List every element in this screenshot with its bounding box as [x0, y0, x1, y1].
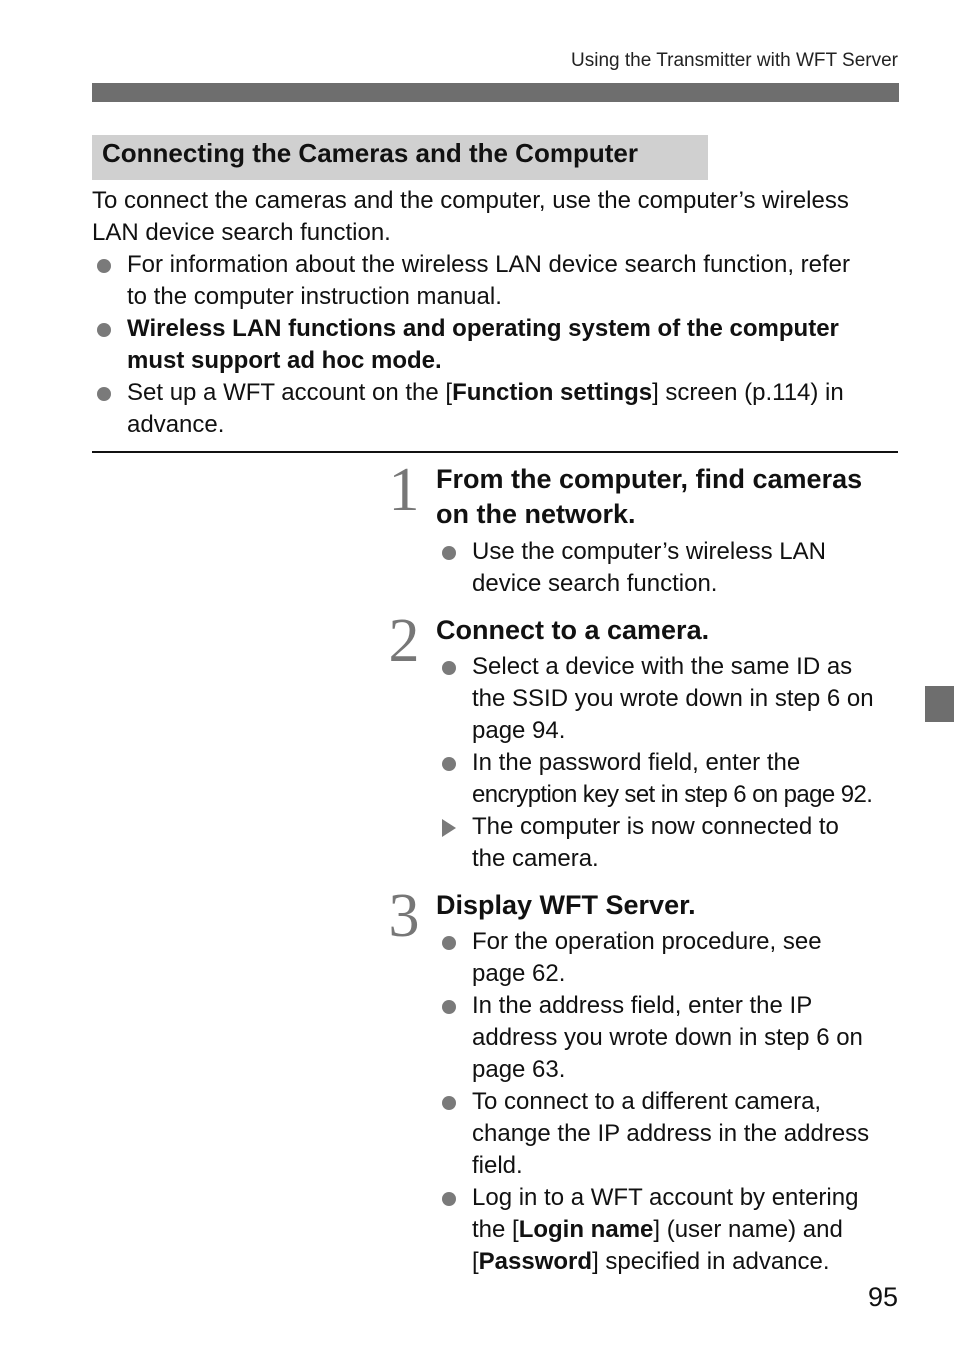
step-bullet — [437, 1086, 907, 1182]
step-bullet — [437, 926, 907, 990]
step-title-line: on the network. — [436, 499, 636, 529]
bullet-line: change the IP address in the address — [472, 1120, 870, 1147]
intro-line: LAN device search function. — [92, 219, 391, 246]
step-result — [437, 811, 907, 875]
chapter-side-tab — [925, 686, 954, 722]
bullet-line: the camera. — [472, 845, 599, 872]
bullet-line: page 62. — [472, 960, 566, 987]
step-title-3: Display WFT Server. — [436, 890, 696, 920]
bullet-dot-icon — [442, 1096, 456, 1110]
bullet-line: must support ad hoc mode. — [127, 347, 442, 374]
bullet-dot-icon — [442, 661, 456, 675]
step-title-1 — [436, 462, 906, 532]
page-number: 95 — [867, 1282, 898, 1312]
intro-line: To connect the cameras and the computer, use the computer’s wireless — [92, 187, 849, 214]
bullet-line: Use the computer’s wireless LAN — [472, 538, 826, 565]
bullet-dot-icon — [442, 546, 456, 560]
step-body-2 — [437, 651, 907, 875]
menu-name-login-name: Login name — [518, 1216, 654, 1243]
menu-name-password: Password — [478, 1248, 593, 1275]
bullet-dot-icon — [97, 259, 111, 273]
bullet-dot-icon — [442, 757, 456, 771]
bullet-line: Wireless LAN functions and operating system of the computer — [127, 315, 839, 342]
bullet-line: page 63. — [472, 1056, 566, 1083]
bullet-line: To connect to a different camera, — [472, 1088, 822, 1115]
section-heading-text: Connecting the Cameras and the Computer — [102, 138, 638, 168]
bullet-line: page 94. — [472, 717, 566, 744]
intro-bullet-list — [92, 249, 902, 441]
bullet-dot-icon — [442, 1192, 456, 1206]
section-divider — [92, 451, 898, 453]
bullet-dot-icon — [97, 387, 111, 401]
bullet-line: In the password field, enter the — [472, 749, 801, 776]
bullet-line: Select a device with the same ID as — [472, 653, 853, 680]
bullet-text: ] (user name) and — [653, 1216, 843, 1243]
header-bar — [92, 83, 899, 102]
bullet-text: Set up a WFT account on the [ — [127, 379, 453, 406]
step-bullet — [437, 747, 907, 811]
bullet-text: ] screen (p.114) in — [652, 379, 844, 406]
menu-name-function-settings: Function settings — [452, 379, 653, 406]
step-bullet — [437, 1182, 907, 1278]
intro-paragraph — [92, 185, 902, 249]
bullet-text: the [ — [472, 1216, 519, 1243]
bullet-line: For information about the wireless LAN device search function, refer — [127, 251, 851, 278]
bullet-text: ] specified in advance. — [592, 1248, 830, 1275]
bullet-line: The computer is now connected to — [472, 813, 839, 840]
bullet-line: Log in to a WFT account by entering — [472, 1184, 859, 1211]
bullet-line: the SSID you wrote down in step 6 on — [472, 685, 874, 712]
bullet-line: In the address field, enter the IP — [472, 992, 813, 1019]
bullet-line: encryption key set in step 6 on page 92. — [472, 781, 873, 808]
step-title-2: Connect to a camera. — [436, 615, 710, 645]
step-body-3 — [437, 926, 907, 1278]
result-arrow-icon — [442, 819, 456, 837]
bullet-line: address you wrote down in step 6 on — [472, 1024, 863, 1051]
intro-bullet — [92, 377, 902, 441]
bullet-dot-icon — [97, 323, 111, 337]
bullet-dot-icon — [442, 1000, 456, 1014]
step-bullet — [437, 651, 907, 747]
bullet-line — [472, 1246, 907, 1278]
step-bullet — [437, 990, 907, 1086]
intro-bullet-important — [92, 313, 902, 377]
running-header: Using the Transmitter with WFT Server — [571, 50, 898, 71]
bullet-line — [472, 1214, 907, 1246]
step-bullet — [437, 536, 907, 600]
bullet-line: For the operation procedure, see — [472, 928, 822, 955]
step-number-2: 2 — [388, 607, 420, 675]
section-heading — [92, 135, 708, 180]
bullet-line: advance. — [127, 411, 225, 438]
bullet-dot-icon — [442, 936, 456, 950]
bullet-line: field. — [472, 1152, 523, 1179]
step-number-1: 1 — [388, 456, 420, 524]
step-number-3: 3 — [388, 882, 420, 950]
step-body-1 — [437, 536, 907, 600]
bullet-text: [ — [472, 1248, 479, 1275]
bullet-line — [127, 377, 902, 409]
bullet-line: device search function. — [472, 570, 718, 597]
step-title-line: From the computer, find cameras — [436, 464, 863, 494]
bullet-line: to the computer instruction manual. — [127, 283, 502, 310]
intro-bullet — [92, 249, 902, 313]
